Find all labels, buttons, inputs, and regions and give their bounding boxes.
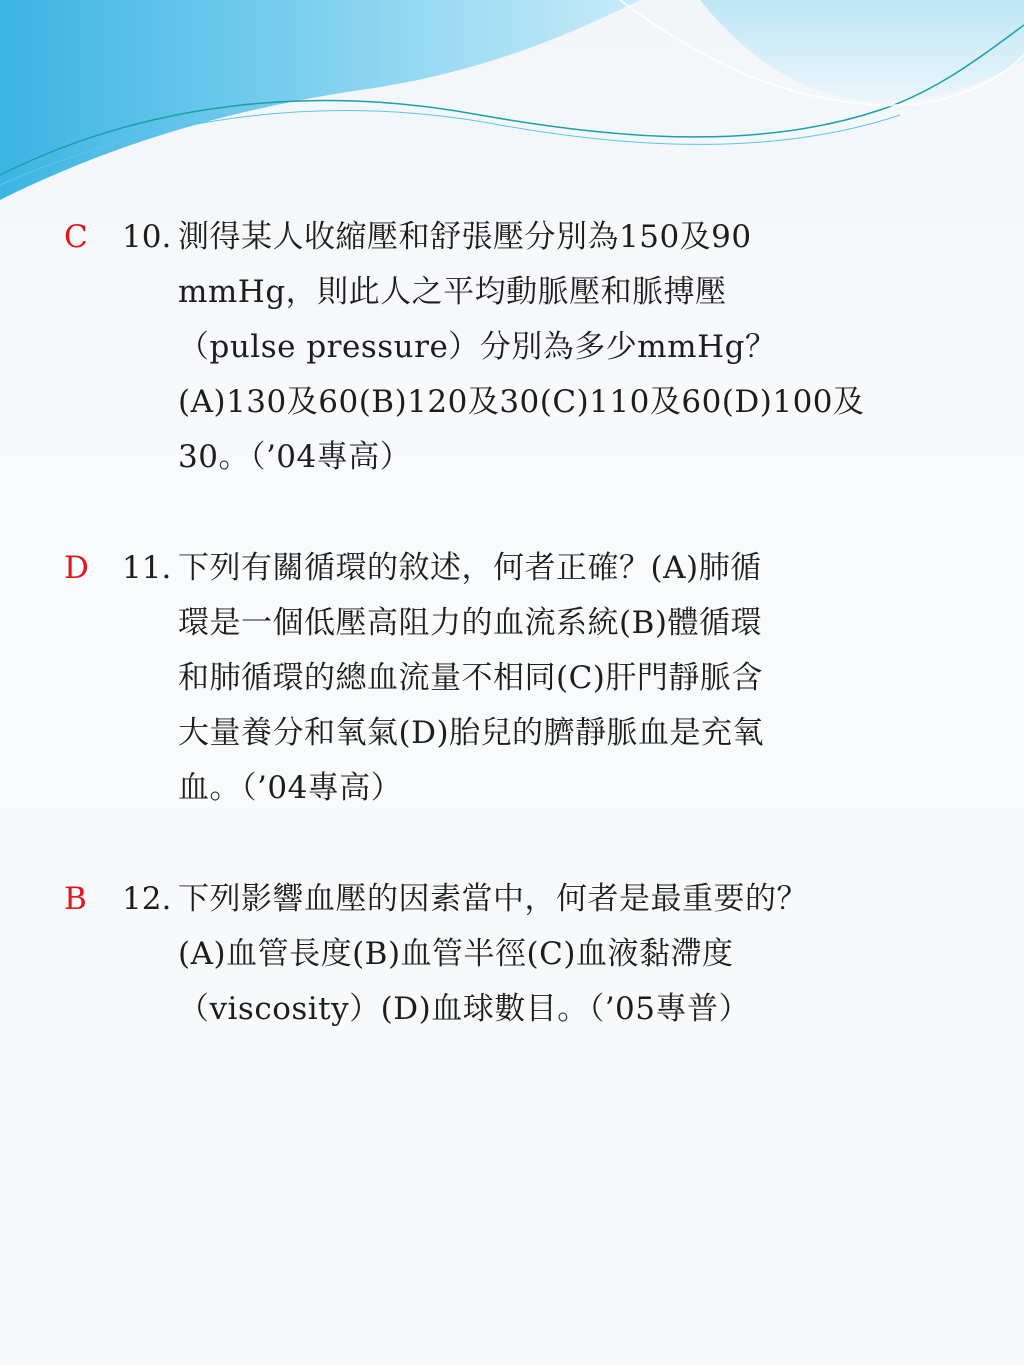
header-wave-decoration (0, 0, 1024, 230)
question-number: 11. (122, 550, 172, 586)
answer-key: D (64, 550, 89, 586)
question-number: 10. (122, 219, 172, 255)
question-line: 大量養分和氧氣(D)胎兒的臍靜脈血是充氧 (178, 715, 765, 751)
question-line: 30。（’04專高） (178, 439, 412, 475)
question-line: (A)130及60(B)120及30(C)110及60(D)100及 (178, 384, 865, 420)
question-11 (60, 541, 960, 816)
question-line: 下列影響血壓的因素當中，何者是最重要的？ (178, 881, 808, 917)
question-number: 12. (122, 881, 172, 917)
question-line: 測得某人收縮壓和舒張壓分別為150及90 (178, 219, 752, 255)
question-10 (60, 210, 960, 485)
question-text (178, 541, 960, 816)
question-text (178, 210, 960, 485)
question-line: mmHg，則此人之平均動脈壓和脈搏壓 (178, 274, 727, 310)
question-line: （pulse pressure）分別為多少mmHg？ (178, 329, 777, 365)
answer-key: C (64, 219, 88, 255)
question-line: (A)血管長度(B)血管半徑(C)血液黏滯度 (178, 936, 734, 972)
question-line: 和肺循環的總血流量不相同(C)肝門靜脈含 (178, 660, 763, 696)
question-text (178, 872, 960, 1037)
question-12 (60, 872, 960, 1037)
question-line: 環是一個低壓高阻力的血流系統(B)體循環 (178, 605, 762, 641)
question-line: 下列有關循環的敘述，何者正確？(A)肺循 (178, 550, 762, 586)
question-line: （viscosity）(D)血球數目。（’05專普） (178, 991, 750, 1027)
question-line: 血。（’04專高） (178, 770, 403, 806)
answer-key: B (64, 881, 87, 917)
question-list (60, 210, 960, 1093)
